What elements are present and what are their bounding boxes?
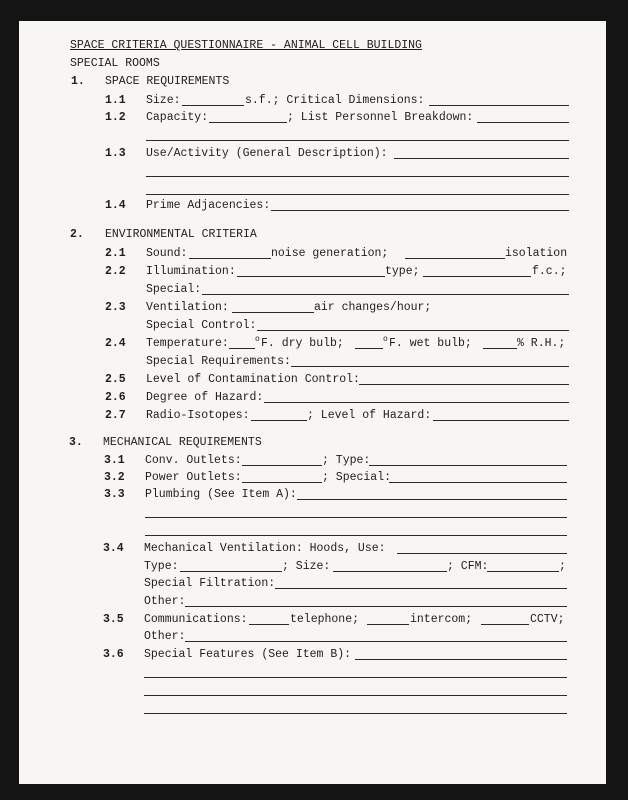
blank-comm-other[interactable]: [185, 641, 567, 642]
section-3-number: 3.: [69, 436, 83, 449]
item-2-2-number: 2.2: [105, 265, 126, 278]
item-3-4-number: 3.4: [103, 542, 124, 555]
blank-hazard[interactable]: [264, 402, 569, 403]
blank-line[interactable]: [145, 535, 567, 536]
item-2-1-label: Sound:: [146, 247, 188, 260]
blank-power-special[interactable]: [389, 482, 567, 483]
blank-personnel[interactable]: [477, 122, 569, 123]
item-3-1-text: ; Type:: [322, 454, 371, 467]
item-3-1-number: 3.1: [104, 454, 125, 467]
blank-intercom[interactable]: [367, 624, 409, 625]
item-1-3-number: 1.3: [105, 147, 126, 160]
item-3-5-label: Communications:: [144, 613, 248, 626]
blank-illumination[interactable]: [237, 276, 385, 277]
degree-mark: o: [383, 335, 388, 344]
blank-conv-type[interactable]: [369, 465, 567, 466]
item-2-4-number: 2.4: [105, 337, 126, 350]
blank-dry-bulb[interactable]: [229, 348, 255, 349]
document-page: [19, 21, 606, 784]
item-2-1-isolation: isolation: [505, 247, 568, 260]
blank-special-features[interactable]: [355, 659, 567, 660]
blank-line[interactable]: [144, 713, 567, 714]
item-2-4-special: Special Requirements:: [146, 355, 291, 368]
blank-radio-isotopes[interactable]: [251, 420, 307, 421]
item-3-4-size: ; Size:: [282, 560, 331, 573]
degree-mark: o: [255, 335, 260, 344]
item-2-4-rh: % R.H.;: [517, 337, 566, 350]
item-2-5-number: 2.5: [105, 373, 126, 386]
item-2-5-label: Level of Contamination Control:: [146, 373, 360, 386]
blank-ventilation[interactable]: [232, 312, 314, 313]
section-2-heading: ENVIRONMENTAL CRITERIA: [105, 228, 257, 241]
blank-line[interactable]: [146, 140, 569, 141]
item-1-3-label: Use/Activity (General Description):: [146, 147, 388, 160]
item-2-7-number: 2.7: [105, 409, 126, 422]
item-3-4-semicolon: ;: [559, 560, 566, 573]
subtitle: SPECIAL ROOMS: [70, 57, 160, 70]
blank-critical-dimensions[interactable]: [429, 105, 569, 106]
blank-level-hazard[interactable]: [433, 420, 569, 421]
item-2-3-label: Ventilation:: [146, 301, 229, 314]
item-1-2-label: Capacity:: [146, 111, 209, 124]
page-title: SPACE CRITERIA QUESTIONNAIRE - ANIMAL CELL BUILDING: [70, 39, 422, 52]
blank-size[interactable]: [182, 105, 244, 106]
blank-special[interactable]: [202, 294, 569, 295]
item-2-2-label: Illumination:: [146, 265, 236, 278]
blank-cctv[interactable]: [481, 624, 529, 625]
blank-sound[interactable]: [189, 258, 271, 259]
blank-telephone[interactable]: [249, 624, 289, 625]
item-1-2-number: 1.2: [105, 111, 126, 124]
item-3-5-number: 3.5: [103, 613, 124, 626]
blank-line[interactable]: [144, 677, 567, 678]
blank-special-control[interactable]: [257, 330, 569, 331]
item-1-2-text: ; List Personnel Breakdown:: [287, 111, 474, 124]
item-3-5-other: Other:: [144, 630, 186, 643]
item-3-2-text: ; Special:: [322, 471, 392, 484]
blank-hood-size[interactable]: [333, 571, 447, 572]
blank-wet-bulb[interactable]: [355, 348, 383, 349]
item-3-2-label: Power Outlets:: [145, 471, 242, 484]
item-3-4-filtration: Special Filtration:: [144, 577, 276, 590]
blank-conv-outlets[interactable]: [242, 465, 322, 466]
blank-plumbing[interactable]: [297, 499, 567, 500]
item-2-2-fc: f.c.;: [532, 265, 567, 278]
item-2-4-dry: F. dry bulb;: [261, 337, 344, 350]
item-3-4-cfm: ; CFM:: [447, 560, 489, 573]
item-3-5-cctv: CCTV;: [530, 613, 565, 626]
item-3-6-number: 3.6: [103, 648, 124, 661]
blank-use-activity[interactable]: [394, 158, 569, 159]
item-1-1-text: s.f.; Critical Dimensions:: [245, 94, 425, 107]
blank-line[interactable]: [146, 176, 569, 177]
blank-type[interactable]: [423, 276, 531, 277]
item-2-6-label: Degree of Hazard:: [146, 391, 264, 404]
item-3-5-telephone: telephone;: [290, 613, 360, 626]
section-1-number: 1.: [71, 75, 85, 88]
item-2-7-text: ; Level of Hazard:: [307, 409, 432, 422]
item-2-4-wet: F. wet bulb;: [389, 337, 472, 350]
blank-adjacencies[interactable]: [271, 210, 569, 211]
blank-line[interactable]: [145, 517, 567, 518]
item-2-7-label: Radio-Isotopes:: [146, 409, 250, 422]
blank-special-requirements[interactable]: [291, 366, 569, 367]
item-1-4-label: Prime Adjacencies:: [146, 199, 271, 212]
blank-filtration[interactable]: [275, 588, 567, 589]
item-3-4-other: Other:: [144, 595, 186, 608]
item-3-3-label: Plumbing (See Item A):: [145, 488, 297, 501]
item-3-1-label: Conv. Outlets:: [145, 454, 242, 467]
item-3-3-number: 3.3: [104, 488, 125, 501]
item-2-4-label: Temperature:: [146, 337, 229, 350]
blank-hood-type[interactable]: [180, 571, 282, 572]
item-2-1-text: noise generation;: [271, 247, 389, 260]
item-2-2-special: Special:: [146, 283, 202, 296]
blank-hoods-use[interactable]: [397, 553, 567, 554]
blank-capacity[interactable]: [209, 122, 287, 123]
blank-noise[interactable]: [405, 258, 505, 259]
blank-other[interactable]: [185, 606, 567, 607]
item-2-3-text: air changes/hour;: [314, 301, 432, 314]
item-2-2-type: type;: [385, 265, 420, 278]
item-2-6-number: 2.6: [105, 391, 126, 404]
item-3-4-type: Type:: [144, 560, 179, 573]
item-1-4-number: 1.4: [105, 199, 126, 212]
item-2-3-special: Special Control:: [146, 319, 257, 332]
blank-line[interactable]: [144, 695, 567, 696]
blank-rh[interactable]: [483, 348, 517, 349]
item-2-1-number: 2.1: [105, 247, 126, 260]
blank-power-outlets[interactable]: [242, 482, 322, 483]
blank-line[interactable]: [146, 194, 569, 195]
blank-contamination[interactable]: [359, 384, 569, 385]
item-3-5-intercom: intercom;: [410, 613, 473, 626]
item-1-1-label: Size:: [146, 94, 181, 107]
item-3-2-number: 3.2: [104, 471, 125, 484]
item-1-1-number: 1.1: [105, 94, 126, 107]
blank-cfm[interactable]: [487, 571, 559, 572]
section-2-number: 2.: [70, 228, 84, 241]
section-1-heading: SPACE REQUIREMENTS: [105, 75, 230, 88]
item-3-4-label: Mechanical Ventilation: Hoods, Use:: [144, 542, 386, 555]
section-3-heading: MECHANICAL REQUIREMENTS: [103, 436, 262, 449]
item-2-3-number: 2.3: [105, 301, 126, 314]
item-3-6-label: Special Features (See Item B):: [144, 648, 352, 661]
